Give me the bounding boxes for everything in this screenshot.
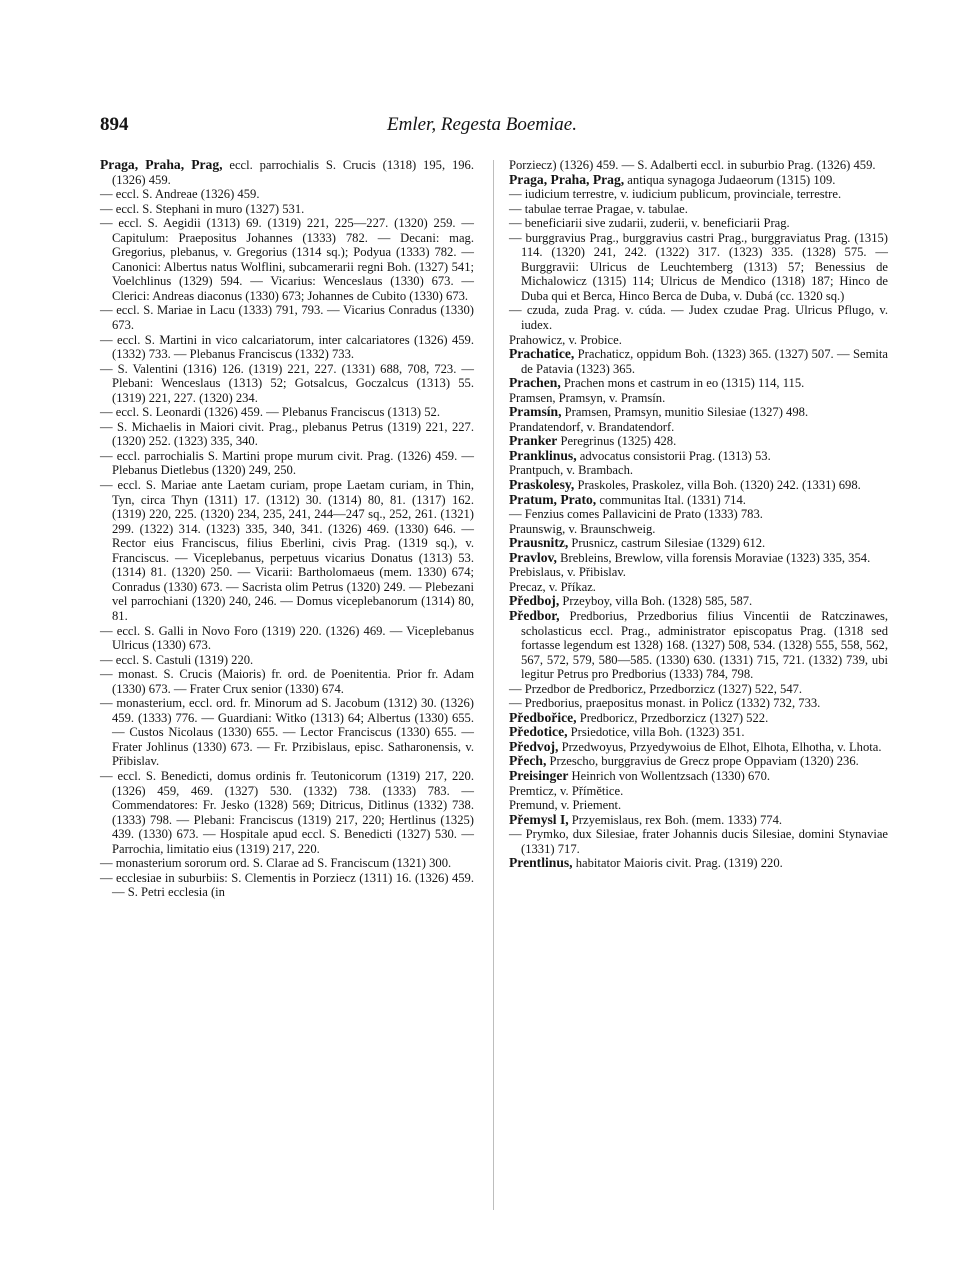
entry-text: — Fenzius comes Pallavicini de Prato (1333) 783. <box>509 507 763 522</box>
index-entry <box>100 871 474 900</box>
index-entry <box>509 827 888 856</box>
entry-text: habitator Maioris civit. Prag. (1319) 220. <box>572 856 783 871</box>
index-entry <box>509 333 888 348</box>
index-entry <box>100 769 474 856</box>
index-entry <box>100 333 474 362</box>
entry-headword: Předbor, <box>509 607 560 623</box>
entry-text: — eccl. S. Mariae ante Laetam curiam, prope Laetam curiam, in Thin, Tyn, circa Thyn (1311) 17. (1312) 30. (1314) 80, 81. (1317) 162. (1319) 220, 225. (1320) 234, 235, 241, 244—247 sq., 252, 261. (1321) 299. (1322) 314. (1323) 335, 340, 341. (1326) 469. (1330) 646. — Rector eius Franciscus, filius Eberlini, civis Prag. (1319 sq.), v. Franciscus. — Viceplebanus, perpetuus vicarius Donatus (1313) 53. (1314) 81. (1320) 250. — Vicarii: Bartholomaeus (mem. 1330) 674; Conradus (1330) 673. — Sacrista olim Petrus (1320) 249. — Plebezani vel parrochiani (1320) 240, 246. — Domus viceplebanorum (1314) 80, 81. <box>100 478 474 623</box>
entry-headword: Prentlinus, <box>509 855 573 871</box>
index-entry <box>509 376 888 391</box>
index-entry <box>509 391 888 406</box>
page-header <box>100 114 864 140</box>
entry-text: Przescho, burggravius de Grecz prope Oppaviam (1320) 236. <box>546 754 859 769</box>
entry-text: — eccl. S. Aegidii (1313) 69. (1319) 221, 225—227. (1320) 259. — Capitulum: Praepositus Johannes (1333) 782. — Decani: mag. Gregorius, plebanus, v. Gregorius (1314 sq.); Podyua (1333) 782. — Canonici: Albertus natus Wolflini, subcamerarii regni Boh. (1327) 541; Voelchlinus (1329) 594. — Vicarius: Wenceslaus (1330) 673. — Clerici: Andreas diaconus (1330) 673; Johannes de Cubito (1330) 673. <box>100 216 474 303</box>
index-entry <box>509 173 888 188</box>
entry-headword: Předotice, <box>509 724 568 740</box>
index-entry <box>509 463 888 478</box>
entry-text: Prandatendorf, v. Brandatendorf. <box>509 419 675 434</box>
entry-headword: Předboj, <box>509 593 560 609</box>
entry-text: — S. Valentini (1316) 126. (1319) 221, 227. (1331) 688, 708, 723. — Plebani: Wenceslaus (1313) 52; Gotsalcus, Goczalcus (1313) 55. (1319) 221, 227. (1320) 234. <box>100 361 474 405</box>
index-entry <box>509 493 888 508</box>
index-entry <box>100 158 474 187</box>
entry-text: — ecclesiae in suburbiis: S. Clementis in Porziecz (1311) 16. (1326) 459. — S. Petri ecclesia (in <box>100 870 474 900</box>
entry-text: — tabulae terrae Pragae, v. tabulae. <box>509 201 688 216</box>
index-entry <box>100 420 474 449</box>
index-entry <box>509 594 888 609</box>
entry-text: — eccl. S. Galli in Novo Foro (1319) 220. (1326) 469. — Viceplebanus Ulricus (1330) 673. <box>100 623 474 653</box>
left-column <box>100 158 474 900</box>
entry-text: Przyemislaus, rex Boh. (mem. 1333) 774. <box>568 812 783 827</box>
entry-text: — S. Michaelis in Maiori civit. Prag., plebanus Petrus (1319) 221, 227. (1320) 252. (1323) 335, 340. <box>100 419 474 449</box>
index-entry <box>509 231 888 304</box>
index-entry <box>509 507 888 522</box>
index-entry <box>100 187 474 202</box>
entry-headword: Přech, <box>509 753 547 769</box>
index-entry <box>509 202 888 217</box>
entry-text: — eccl. S. Martini in vico calcariatorum, inter calcariatores (1326) 459. (1332) 733. — Plebanus Franciscus (1332) 733. <box>100 332 474 362</box>
index-entry <box>509 856 888 871</box>
column-divider <box>493 160 494 1210</box>
entry-text: Przeyboy, villa Boh. (1328) 585, 587. <box>559 594 753 609</box>
entry-text: communitas Ital. (1331) 714. <box>596 492 746 507</box>
entry-text: — monasterium sororum ord. S. Clarae ad S. Franciscum (1321) 300. <box>100 856 452 871</box>
entry-text: — Przedbor de Predboricz, Przedborzicz (1327) 522, 547. <box>509 681 803 696</box>
running-title: Emler, Regesta Boemiae. <box>387 114 577 135</box>
index-entry <box>509 813 888 828</box>
entry-text: Predboricz, Przedborzicz (1327) 522. <box>576 710 769 725</box>
index-entry <box>100 667 474 696</box>
entry-text: — eccl. S. Benedicti, domus ordinis fr. Teutonicorum (1319) 217, 220. (1326) 459, 469. (1327) 530. (1332) 738. (1333) 783. — Commendatores: Fr. Jesko (1328) 569; Ditricus, Ditlinus (1332) 738. (1333) 798. — Plebani: Franciscus (1319) 217, 220; Hertlinus (1325) 439. (1330) 673. — Hospitale apud eccl. S. Benedicti (1327) 530. — Parrochia, limitatio eius (1319) 217, 220. <box>100 768 474 856</box>
index-entry <box>509 682 888 697</box>
entry-text: — monasterium, eccl. ord. fr. Minorum ad S. Jacobum (1312) 30. (1326) 459. (1333) 776. — Guardiani: Witko (1313) 64; Albertus (1330) 655. — Custos Nicolaus (1330) 655. — Lector Franciscus (1330) 655. — Frater Johlinus (1330) 673. — Fr. Przibislaus, episc. Satharonensis, v. Přibislav. <box>100 696 474 769</box>
entry-text: antiqua synagoga Judaeorum (1315) 109. <box>624 172 836 187</box>
entry-headword: Pramsín, <box>509 404 562 420</box>
index-entry <box>509 784 888 799</box>
index-entry <box>100 696 474 769</box>
entry-text: — eccl. S. Leonardi (1326) 459. — Plebanus Franciscus (1313) 52. <box>100 405 440 420</box>
page-number: 894 <box>100 114 129 135</box>
index-entry <box>509 478 888 493</box>
entry-text: — eccl. parrochialis S. Martini prope murum civit. Prag. (1326) 459. — Plebanus Dietlebus (1320) 249, 250. <box>100 448 474 478</box>
entry-text: Porziecz) (1326) 459. — S. Adalberti eccl. in suburbio Prag. (1326) 459. <box>509 158 876 172</box>
index-entry <box>509 434 888 449</box>
entry-text: advocatus consistorii Prag. (1313) 53. <box>576 448 771 463</box>
index-entry <box>509 536 888 551</box>
entry-headword: Pratum, Prato, <box>509 491 597 507</box>
entry-text: — eccl. S. Andreae (1326) 459. <box>100 187 260 202</box>
entry-headword: Praga, Praha, Prag, <box>509 171 625 187</box>
entry-text: — eccl. S. Castuli (1319) 220. <box>100 652 254 667</box>
index-entry <box>509 551 888 566</box>
index-entry <box>509 754 888 769</box>
entry-headword: Prachatice, <box>509 346 575 362</box>
index-entry <box>509 347 888 376</box>
index-entry <box>100 216 474 303</box>
entry-text: Pramsen, Pramsyn, munitio Silesiae (1327) 498. <box>561 405 809 420</box>
entry-text: — Predborius, praepositus monast. in Policz (1332) 732, 733. <box>509 696 821 711</box>
index-entry <box>509 216 888 231</box>
entry-text: Praunswig, v. Braunschweig. <box>509 521 656 536</box>
entry-text: Prachaticz, oppidum Boh. (1323) 365. (1327) 507. — Semita de Patavia (1323) 365. <box>521 347 888 376</box>
entry-headword: Pranklinus, <box>509 447 577 463</box>
entry-text: — czuda, zuda Prag. v. cúda. — Judex czudae Prag. Ulricus Pflugo, v. iudex. <box>509 303 888 333</box>
entry-text: Prahowicz, v. Probice. <box>509 332 622 347</box>
index-entry <box>509 725 888 740</box>
entry-text: Prusnicz, castrum Silesiae (1329) 612. <box>568 536 766 551</box>
entry-headword: Pranker <box>509 433 558 449</box>
entry-text: — Prymko, dux Silesiae, frater Johannis ducis Silesiae, domini Stynaviae (1331) 717. <box>509 827 888 856</box>
index-entry <box>509 696 888 711</box>
index-entry <box>509 609 888 682</box>
entry-headword: Předvoj, <box>509 738 559 754</box>
entry-text: Prantpuch, v. Brambach. <box>509 463 634 478</box>
entry-headword: Praskolesy, <box>509 477 575 493</box>
index-entry <box>509 798 888 813</box>
entry-text: Premund, v. Priement. <box>509 798 622 813</box>
entry-text: Predborius, Przedborius filius Vincentii de Ratczinawes, scholasticus eccl. Prag., administrator episcopatus Prag. (1318 sed fortasse legendum est 1328) 168. (1327) 508, 534. (1328) 555, 558, 562, 567, 572, 579, 580—585. (1330) 630. (1331) 715, 721. (1332) 739, ubi legitur Petrus pro Predborius (1333) 784, 798. <box>521 608 888 682</box>
index-entry <box>509 565 888 580</box>
entry-text: Prsiedotice, villa Boh. (1323) 351. <box>567 725 745 740</box>
index-entry <box>100 624 474 653</box>
index-entry <box>100 653 474 668</box>
index-entry <box>100 405 474 420</box>
entry-text: — iudicium terrestre, v. iudicium publicum, provinciale, terrestre. <box>509 187 842 202</box>
entry-text: Pramsen, Pramsyn, v. Pramsín. <box>509 390 666 405</box>
index-entry <box>509 522 888 537</box>
index-entry <box>100 856 474 871</box>
entry-headword: Předbořice, <box>509 709 577 725</box>
right-column <box>509 158 888 871</box>
entry-headword: Preisinger <box>509 767 569 783</box>
entry-headword: Praga, Praha, Prag, <box>100 157 223 172</box>
index-entry <box>509 711 888 726</box>
entry-headword: Pravlov, <box>509 549 557 565</box>
entry-text: — eccl. S. Mariae in Lacu (1333) 791, 793. — Vicarius Conradus (1330) 673. <box>100 303 474 333</box>
index-entry <box>509 580 888 595</box>
index-entry <box>100 202 474 217</box>
entry-text: Precaz, v. Příkaz. <box>509 579 596 594</box>
entry-text: Premticz, v. Přímětice. <box>509 783 624 798</box>
index-entry <box>509 158 888 173</box>
entry-headword: Prausnitz, <box>509 535 569 551</box>
entry-text: — eccl. S. Stephani in muro (1327) 531. <box>100 201 305 216</box>
index-entry <box>100 303 474 332</box>
entry-text: Peregrinus (1325) 428. <box>557 434 677 449</box>
entry-text: Praskoles, Praskolez, villa Boh. (1320) 242. (1331) 698. <box>574 478 861 493</box>
index-entry <box>509 740 888 755</box>
entry-text: — beneficiarii sive zudarii, zuderii, v. beneficiarii Prag. <box>509 216 790 231</box>
index-entry <box>509 405 888 420</box>
index-entry <box>509 449 888 464</box>
index-entry <box>100 478 474 623</box>
entry-text: Prachen mons et castrum in eo (1315) 114, 115. <box>560 376 805 391</box>
index-entry <box>100 362 474 406</box>
index-entry <box>509 769 888 784</box>
index-entry <box>509 303 888 332</box>
entry-text: — burggravius Prag., burggravius castri Prag., burggraviatus Prag. (1315) 114. (1320) 241, 242. (1322) 317. (1323) 335. (1328) 575. — Burggravii: Ulricus de Leuchtemberg (1313) 57; Benessius de Michalowicz (1315) 114; Ulricus de Mendico (1318) 187; Hinco de Duba qui et Berca, Hinco Berca de Duba, v. Dubá (cc. 1320 sq.) <box>509 230 888 303</box>
entry-text: eccl. parrochialis S. Crucis (1318) 195, 196. (1326) 459. <box>112 158 474 187</box>
index-entry <box>509 420 888 435</box>
index-entry <box>509 187 888 202</box>
entry-text: Przedwoyus, Przyedywoius de Elhot, Elhota, Elhotha, v. Lhota. <box>558 739 882 754</box>
entry-headword: Prachen, <box>509 375 561 391</box>
index-entry <box>100 449 474 478</box>
entry-text: Prebislaus, v. Přibislav. <box>509 565 626 580</box>
entry-text: Heinrich von Wollentzsach (1330) 670. <box>568 768 771 783</box>
entry-text: Brebleins, Brewlow, villa forensis Moraviae (1323) 335, 354. <box>556 550 871 565</box>
entry-headword: Přemysl I, <box>509 811 569 827</box>
entry-text: — monast. S. Crucis (Maioris) fr. ord. de Poenitentia. Prior fr. Adam (1330) 673. — Frater Crux senior (1330) 674. <box>100 667 474 696</box>
